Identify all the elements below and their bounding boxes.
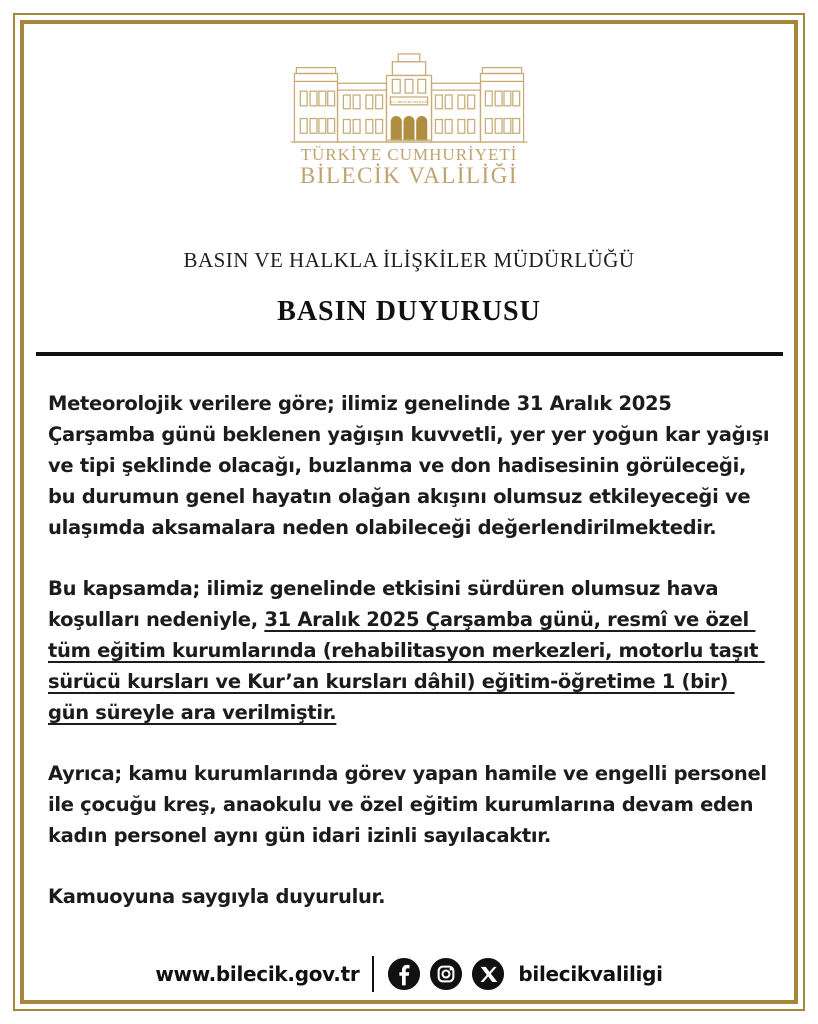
title-divider-rule: [36, 352, 783, 356]
wordmark-line-governorship: BİLECİK VALİLİĞİ: [300, 162, 518, 188]
governorship-wordmark: [300, 146, 518, 188]
wordmark-line-republic: TÜRKİYE CUMHURİYETİ: [300, 145, 518, 164]
school-closure-intro: Bu kapsamda; ilimiz genelinde etkisini sürdüren olumsuz hava koşulları nedeniyle,: [48, 576, 725, 631]
building-sign-text: T.C. BİLECİK VALİLİĞİ: [390, 99, 428, 104]
announcement-body: [48, 388, 776, 912]
paragraph-closing: Kamuoyuna saygıyla duyurulur.: [48, 884, 386, 908]
social-icons-group: [387, 957, 505, 991]
footer-bar: [0, 956, 818, 992]
announcement-content: [24, 24, 794, 1000]
x-icon: [471, 957, 505, 991]
social-handle: bilecikvaliligi: [518, 962, 663, 986]
government-building-logo: [283, 50, 535, 144]
school-closure-underlined: 31 Aralık 2025 Çarşamba günü, resmî ve özel tüm eğitim kurumlarında (rehabilitasyon merkezleri, motorlu taşıt sürücü kursları ve Kur’an kursları dâhil) eğitim-öğretime 1 (bir) gün süreyle ara verilmiştir.: [48, 607, 765, 724]
paragraph-weather-assessment: Meteorolojik verilere göre; ilimiz genelinde 31 Aralık 2025 Çarşamba günü beklenen yağışın kuvvetli, yer yer yoğun kar yağışı ve tipi şeklinde olacağı, buzlanma ve don hadisesinin görüleceği, bu durumun genel hayatın olağan akışını olumsuz etkileyeceği ve ulaşımda aksamalara neden olabileceği değerlendirilmektedir.: [48, 391, 776, 539]
instagram-icon: [429, 957, 463, 991]
paragraph-school-closure: [48, 573, 770, 728]
page-title: BASIN DUYURUSU: [277, 295, 541, 327]
facebook-icon: [387, 957, 421, 991]
website-url: www.bilecik.gov.tr: [155, 962, 360, 986]
footer-separator: [372, 956, 374, 992]
paragraph-personnel-leave: Ayrıca; kamu kurumlarında görev yapan hamile ve engelli personel ile çocuğu kreş, anaokulu ve özel eğitim kurumlarına devam eden kadın personel aynı gün idari izinli sayılacaktır.: [48, 761, 774, 847]
department-heading: BASIN VE HALKLA İLİŞKİLER MÜDÜRLÜĞÜ: [183, 247, 635, 272]
